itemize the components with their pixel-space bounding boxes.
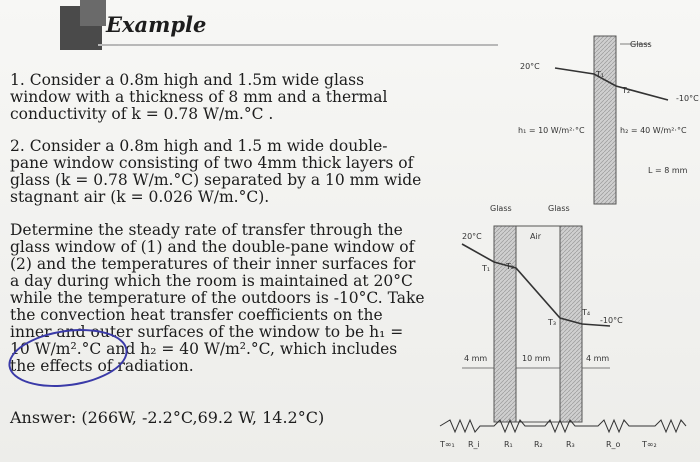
fig2-glass-right-label: Glass: [548, 204, 570, 213]
fig2-t-out: -10°C: [600, 316, 623, 325]
problem-2-text: 2. Consider a 0.8m high and 1.5 m wide double- pane window consisting of two 4mm thick layers of glass (k = 0.78 W/m.°C) separated by a 10 mm wide stagnant air (k = 0.026 W/m.°C).: [10, 137, 422, 206]
single-glass-pane: [594, 36, 616, 204]
circuit-label-6: T∞₂: [642, 440, 657, 449]
fig1-t1: T₁: [596, 70, 605, 79]
fig2-glass-left-label: Glass: [490, 204, 512, 213]
fig2-t-in: 20°C: [462, 232, 482, 241]
fig2-t1: T₁: [482, 264, 491, 273]
fig2-width-1: 4 mm: [464, 354, 488, 363]
double-glass-right: [560, 226, 582, 422]
fig2-t3: T₃: [548, 318, 557, 327]
problem-1-text: 1. Consider a 0.8m high and 1.5m wide glass window with a thickness of 8 mm and a thermal conductivity of k = 0.78 W/m.°C .: [10, 71, 388, 123]
fig2-width-2: 10 mm: [522, 354, 551, 363]
fig2-air-label: Air: [530, 232, 541, 241]
fig1-thickness: L = 8 mm: [648, 166, 688, 175]
fig1-t-in: 20°C: [520, 62, 540, 71]
fig1-glass-label: Glass: [630, 40, 652, 49]
fig2-t4: T₄: [582, 308, 591, 317]
fig2-t2: T₂: [506, 262, 515, 271]
circuit-label-5: R_o: [606, 440, 621, 449]
fig1-t2: T₂: [622, 86, 631, 95]
circuit-label-0: T∞₁: [440, 440, 455, 449]
circuit-label-3: R₂: [534, 440, 543, 449]
fig1-h2: h₂ = 40 W/m²·°C: [620, 126, 687, 135]
circuit-label-2: R₁: [504, 440, 513, 449]
fig1-h1: h₁ = 10 W/m²·°C: [518, 126, 585, 135]
answer-text: Answer: (266W, -2.2°C,69.2 W, 14.2°C): [10, 408, 325, 427]
fig1-t-out: -10°C: [676, 94, 699, 103]
circuit-label-4: R₃: [566, 440, 575, 449]
double-glass-left: [494, 226, 516, 422]
page-title: Example: [106, 12, 207, 37]
circuit-label-1: R_i: [468, 440, 480, 449]
task-text: Determine the steady rate of transfer through the glass window of (1) and the double-pane window of (2) and the temperatures of their inner surfaces for a day during which the room is maintained at 20°C while the temperature of the outdoors is -10°C. Take the convection heat transfer coefficients on the inner and outer surfaces of the window to be h₁ = 10 W/m².°C and h₂ = 40 W/m².°C, which includes the effects of radiation.: [10, 221, 425, 375]
fig2-width-3: 4 mm: [586, 354, 610, 363]
